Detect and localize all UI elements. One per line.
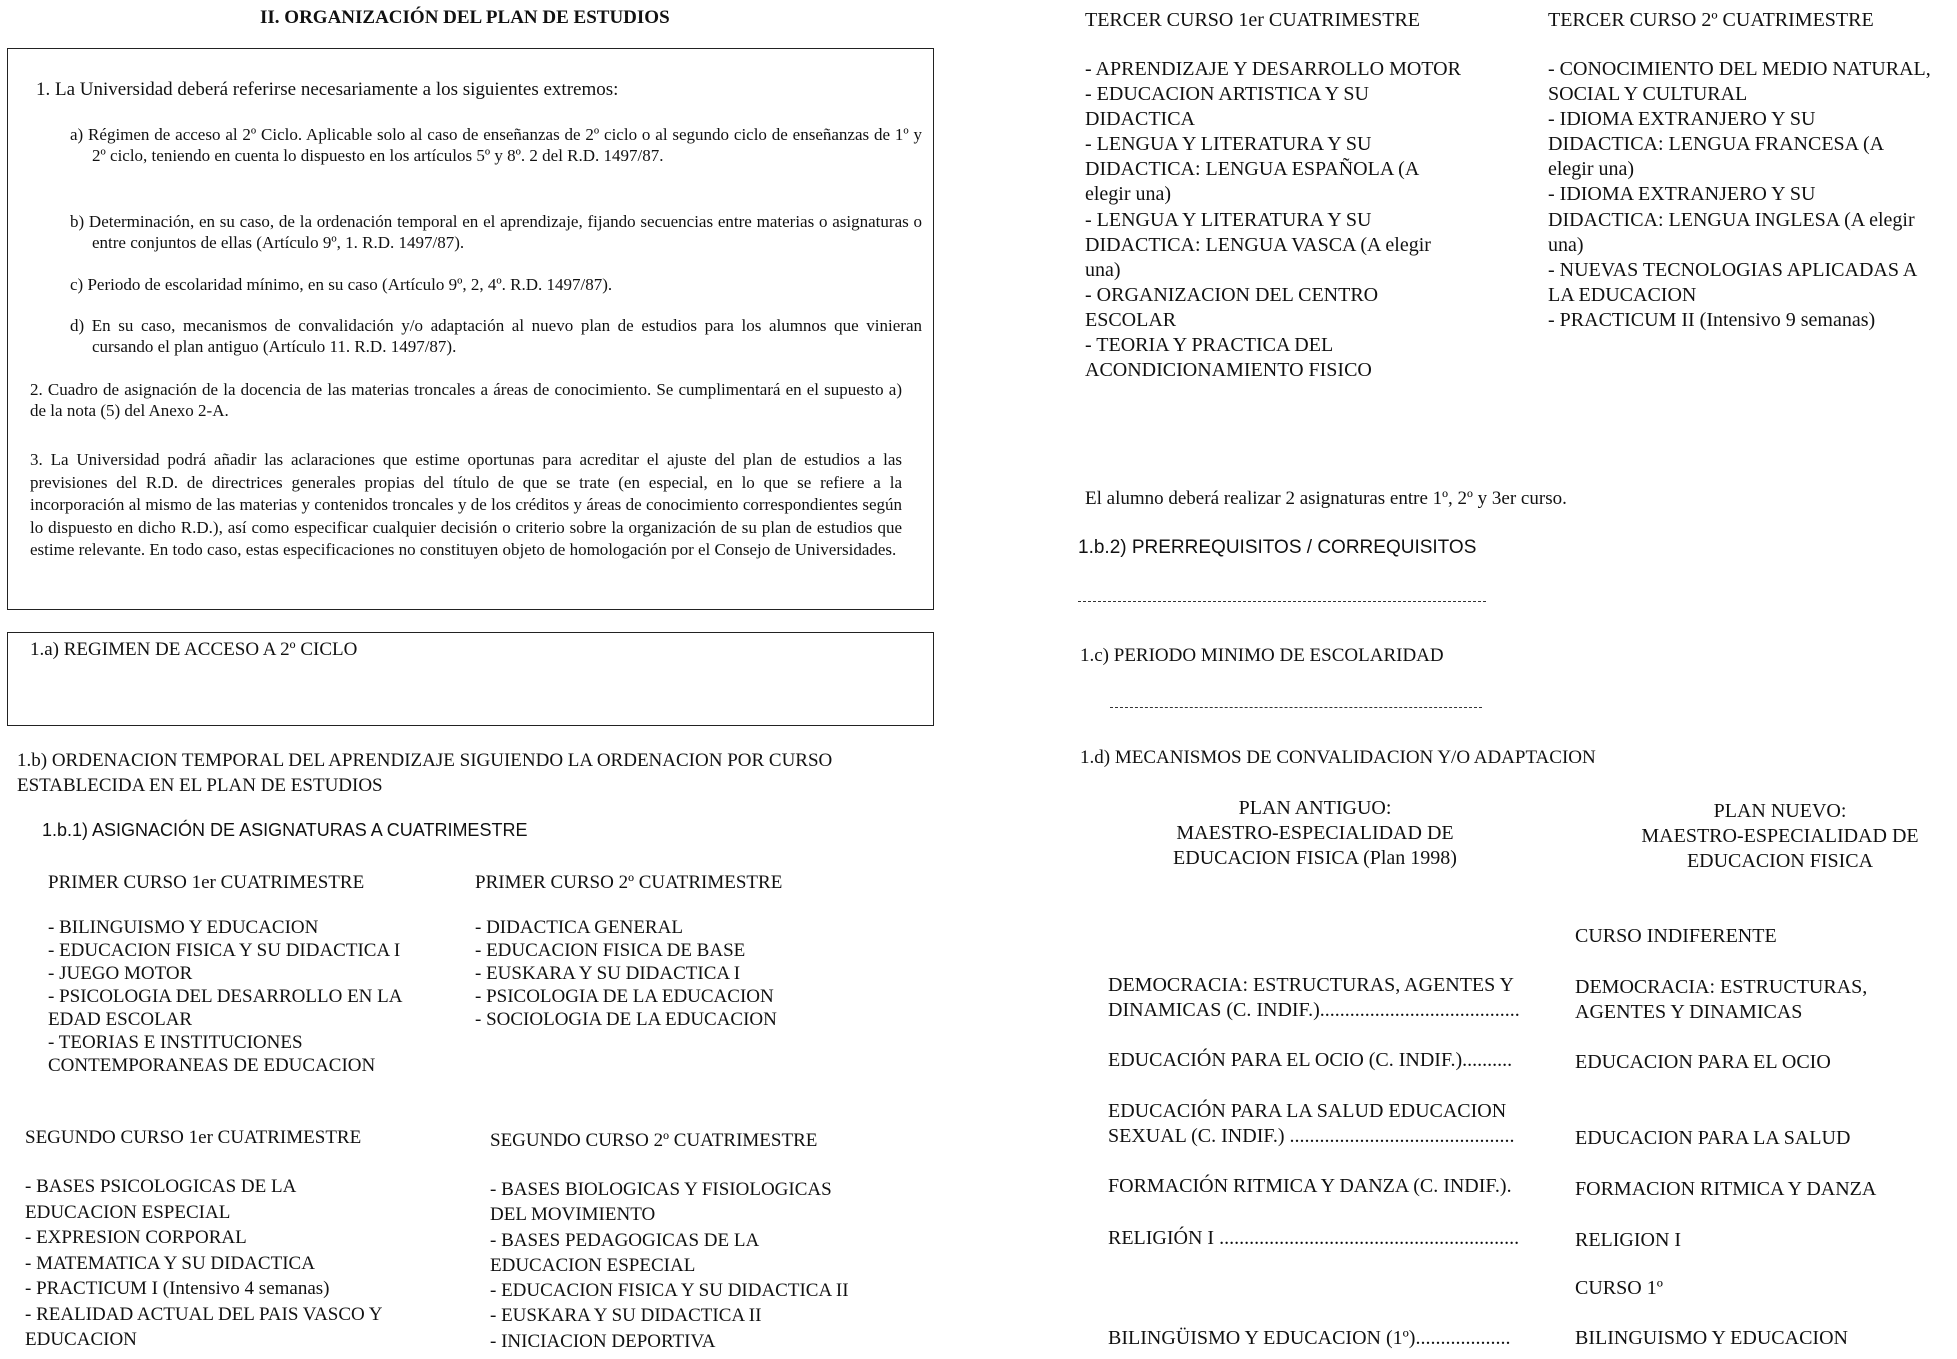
- list-item: - PRACTICUM II (Intensivo 9 semanas): [1548, 308, 1876, 331]
- list-item: ACONDICIONAMIENTO FISICO: [1085, 359, 1372, 382]
- list-item: ESCOLAR: [1085, 308, 1177, 331]
- equivalence-new: [1575, 1228, 1955, 1253]
- divider: [1078, 601, 1486, 602]
- curso-indiferente-label: CURSO INDIFERENTE: [1575, 925, 1777, 947]
- list-item: DIDACTICA: LENGUA FRANCESA (A: [1548, 133, 1885, 156]
- list-item: CONTEMPORANEAS DE EDUCACION: [48, 1055, 376, 1076]
- list-item: - PRACTICUM I (Intensivo 4 semanas): [25, 1278, 330, 1299]
- primero-2-heading: PRIMER CURSO 2º CUATRIMESTRE: [475, 872, 783, 893]
- list-item: EDUCACION: [25, 1329, 137, 1350]
- tercero-2-list: [1548, 57, 1931, 333]
- list-item: - EUSKARA Y SU DIDACTICA II: [490, 1305, 762, 1327]
- list-item: - IDIOMA EXTRANJERO Y SU: [1548, 108, 1816, 131]
- primero-1-heading: PRIMER CURSO 1er CUATRIMESTRE: [48, 872, 365, 893]
- list-item: - EDUCACION ARTISTICA Y SU: [1085, 83, 1369, 106]
- list-item: DIDACTICA: LENGUA ESPAÑOLA (A: [1085, 158, 1420, 181]
- plan-nuevo-heading: [1595, 799, 1957, 874]
- list-item: EDUCACION ESPECIAL: [490, 1254, 696, 1276]
- list-item: - MATEMATICA Y SU DIDACTICA: [25, 1252, 315, 1274]
- equivalence-old-line: EDUCACIÓN PARA LA SALUD EDUCACION: [1108, 1100, 1507, 1122]
- segundo-1-heading: SEGUNDO CURSO 1er CUATRIMESTRE: [25, 1127, 362, 1148]
- list-item: - EXPRESION CORPORAL: [25, 1227, 247, 1248]
- regimen-box: [7, 632, 934, 726]
- equivalence-new: [1575, 1177, 1955, 1202]
- list-item: una): [1548, 233, 1584, 256]
- equivalence-new-line: RELIGION I: [1575, 1229, 1682, 1251]
- plan-nuevo-line: EDUCACION FISICA: [1686, 850, 1874, 872]
- list-item: - EDUCACION FISICA Y SU DIDACTICA II: [490, 1280, 849, 1302]
- list-item: DIDACTICA: [1085, 108, 1195, 131]
- equivalence-old: [1108, 973, 1543, 1023]
- primero-1-list: [48, 916, 402, 1077]
- list-item: DIDACTICA: LENGUA VASCA (A elegir: [1085, 233, 1431, 256]
- list-item: - BASES PEDAGOGICAS DE LA: [490, 1229, 760, 1251]
- plan-antiguo-heading: [1120, 796, 1510, 871]
- list-item: - LENGUA Y LITERATURA Y SU: [1085, 133, 1372, 156]
- equivalence-new: [1575, 1126, 1955, 1151]
- list-item: - PSICOLOGIA DEL DESARROLLO EN LA: [48, 986, 403, 1007]
- list-item: una): [1085, 258, 1121, 281]
- periodo-heading: 1.c) PERIODO MINIMO DE ESCOLARIDAD: [1080, 645, 1444, 666]
- equivalence-new-line: AGENTES Y DINAMICAS: [1575, 1001, 1803, 1023]
- equivalence-new-line: EDUCACION PARA LA SALUD: [1575, 1127, 1851, 1149]
- equivalence-old-line: DEMOCRACIA: ESTRUCTURAS, AGENTES Y: [1108, 974, 1514, 996]
- plan-nuevo-line: PLAN NUEVO:: [1713, 800, 1847, 822]
- segundo-2-list: [490, 1177, 849, 1354]
- equivalence-old-line: DINAMICAS (C. INDIF.)........................................: [1108, 999, 1520, 1021]
- curso-1-label: CURSO 1º: [1575, 1277, 1663, 1299]
- list-item: - EUSKARA Y SU DIDACTICA I: [475, 963, 741, 984]
- equivalence-old: [1108, 1326, 1543, 1351]
- mecanismos-heading: 1.d) MECANISMOS DE CONVALIDACION Y/O ADAPTACION: [1080, 747, 1596, 768]
- section-title: II. ORGANIZACIÓN DEL PLAN DE ESTUDIOS: [260, 7, 670, 28]
- tercero-1-heading: TERCER CURSO 1er CUATRIMESTRE: [1085, 9, 1421, 31]
- list-item: - EDUCACION FISICA DE BASE: [475, 940, 746, 961]
- note-b: b) Determinación, en su caso, de la ordenación temporal en el aprendizaje, fijando secuencias entre materias o asignaturas o entre conjuntos de ellas (Artículo 9º, 1. R.D. 1497/87).: [70, 212, 922, 252]
- list-item: - TEORIAS E INSTITUCIONES: [48, 1032, 303, 1053]
- plan-nuevo-line: MAESTRO-ESPECIALIDAD DE: [1641, 825, 1919, 847]
- list-item: - LENGUA Y LITERATURA Y SU: [1085, 208, 1372, 231]
- list-item: - APRENDIZAJE Y DESARROLLO MOTOR: [1085, 58, 1461, 80]
- regimen-label: 1.a) REGIMEN DE ACCESO A 2º CICLO: [30, 639, 358, 660]
- divider: [1110, 707, 1482, 708]
- equivalence-old: [1108, 1048, 1543, 1073]
- list-item: - CONOCIMIENTO DEL MEDIO NATURAL,: [1548, 58, 1931, 80]
- list-item: - BASES BIOLOGICAS Y FISIOLOGICAS: [490, 1179, 832, 1200]
- plan-antiguo-line: EDUCACION FISICA (Plan 1998): [1173, 847, 1457, 869]
- notes-box: [7, 48, 934, 610]
- equivalence-old-line: FORMACIÓN RITMICA Y DANZA (C. INDIF.).: [1108, 1175, 1512, 1197]
- list-item: - DIDACTICA GENERAL: [475, 917, 683, 938]
- equivalence-old: [1108, 1226, 1543, 1251]
- list-item: SOCIAL Y CULTURAL: [1548, 83, 1748, 106]
- list-item: - EDUCACION FISICA Y SU DIDACTICA I: [48, 940, 401, 961]
- list-item: DEL MOVIMIENTO: [490, 1204, 656, 1226]
- list-item: - SOCIOLOGIA DE LA EDUCACION: [475, 1009, 777, 1030]
- list-item: - JUEGO MOTOR: [48, 963, 193, 984]
- tercero-1-list: [1085, 57, 1461, 383]
- list-item: - BILINGUISMO Y EDUCACION: [48, 917, 319, 938]
- ordenacion-title: 1.b) ORDENACION TEMPORAL DEL APRENDIZAJE SIGUIENDO LA ORDENACION POR CURSO ESTABLECIDA EN EL PLAN DE ESTUDIOS: [17, 750, 833, 796]
- list-item: - ORGANIZACION DEL CENTRO: [1085, 283, 1379, 306]
- plan-antiguo-line: PLAN ANTIGUO:: [1238, 797, 1392, 819]
- equivalence-new: [1575, 1326, 1955, 1351]
- segundo-2-heading: SEGUNDO CURSO 2º CUATRIMESTRE: [490, 1130, 818, 1151]
- plan-antiguo-line: MAESTRO-ESPECIALIDAD DE: [1176, 822, 1454, 844]
- equivalence-new-line: FORMACION RITMICA Y DANZA: [1575, 1178, 1877, 1200]
- note-p3: 3. La Universidad podrá añadir las aclaraciones que estime oportunas para acreditar el ajuste del plan de estudios a las previsiones del R.D. de directrices generales propias del título de que se trate (en especial, en lo que se refiere a la incorporación al mismo de las materias y contenidos troncales y de los créditos y áreas de conocimiento correspondientes según lo dispuesto en dicho R.D.), así como especificar cualquier decisión o criterio sobre la organización de su plan de estudios que estime relevante. En todo caso, estas especificaciones no constituyen objeto de homologación por el Consejo de Universidades.: [30, 450, 902, 559]
- list-item: elegir una): [1085, 183, 1172, 206]
- note-a: a) Régimen de acceso al 2º Ciclo. Aplicable solo al caso de enseñanzas de 2º ciclo o al segundo ciclo de enseñanzas de 1º y 2º ciclo, teniendo en cuenta lo dispuesto en los artículos 5º y 8º. 2 del R.D. 1497/87.: [70, 125, 922, 165]
- list-item: EDAD ESCOLAR: [48, 1009, 193, 1030]
- equivalence-old-line: SEXUAL (C. INDIF.) .............................................: [1108, 1125, 1515, 1147]
- list-item: - NUEVAS TECNOLOGIAS APLICADAS A: [1548, 258, 1918, 281]
- list-item: - PSICOLOGIA DE LA EDUCACION: [475, 986, 774, 1007]
- equivalence-new: [1575, 975, 1955, 1025]
- list-item: - REALIDAD ACTUAL DEL PAIS VASCO Y: [25, 1303, 383, 1325]
- equivalence-old: [1108, 1174, 1543, 1199]
- prerrequisitos-heading: 1.b.2) PRERREQUISITOS / CORREQUISITOS: [1078, 537, 1477, 558]
- equivalence-new-line: BILINGUISMO Y EDUCACION: [1575, 1327, 1848, 1349]
- list-item: elegir una): [1548, 158, 1635, 181]
- tercero-2-heading: TERCER CURSO 2º CUATRIMESTRE: [1548, 9, 1874, 31]
- equivalence-old-line: RELIGIÓN I ............................................................: [1108, 1227, 1520, 1249]
- equivalence-new-line: DEMOCRACIA: ESTRUCTURAS,: [1575, 976, 1868, 998]
- note-c: c) Periodo de escolaridad mínimo, en su caso (Artículo 9º, 2, 4º. R.D. 1497/87).: [70, 275, 613, 294]
- list-item: - IDIOMA EXTRANJERO Y SU: [1548, 183, 1816, 206]
- equivalence-old-line: EDUCACIÓN PARA EL OCIO (C. INDIF.)..........: [1108, 1049, 1513, 1071]
- note-d: d) En su caso, mecanismos de convalidación y/o adaptación al nuevo plan de estudios para los alumnos que vinieran cursando el plan antiguo (Artículo 11. R.D. 1497/87).: [70, 316, 922, 356]
- list-item: LA EDUCACION: [1548, 283, 1697, 306]
- list-item: - BASES PSICOLOGICAS DE LA: [25, 1176, 297, 1197]
- equivalence-old: [1108, 1099, 1543, 1149]
- ordenacion-subtitle: 1.b.1) ASIGNACIÓN DE ASIGNATURAS A CUATRIMESTRE: [42, 820, 528, 840]
- list-item: - TEORIA Y PRACTICA DEL: [1085, 334, 1334, 357]
- note-p1: 1. La Universidad deberá referirse necesariamente a los siguientes extremos:: [36, 79, 619, 100]
- equivalence-old-line: BILINGÜISMO Y EDUCACION (1º)...................: [1108, 1327, 1511, 1349]
- equivalence-new-line: EDUCACION PARA EL OCIO: [1575, 1051, 1831, 1073]
- alumno-note: El alumno deberá realizar 2 asignaturas entre 1º, 2º y 3er curso.: [1085, 488, 1567, 509]
- primero-2-list: [475, 916, 777, 1031]
- equivalence-new: [1575, 1050, 1955, 1075]
- segundo-1-list: [25, 1174, 383, 1353]
- note-p2: 2. Cuadro de asignación de la docencia de las materias troncales a áreas de conocimiento. Se cumplimentará en el supuesto a) de la nota (5) del Anexo 2-A.: [30, 380, 902, 420]
- list-item: DIDACTICA: LENGUA INGLESA (A elegir: [1548, 208, 1915, 231]
- list-item: EDUCACION ESPECIAL: [25, 1201, 231, 1223]
- list-item: - INICIACION DEPORTIVA: [490, 1330, 716, 1352]
